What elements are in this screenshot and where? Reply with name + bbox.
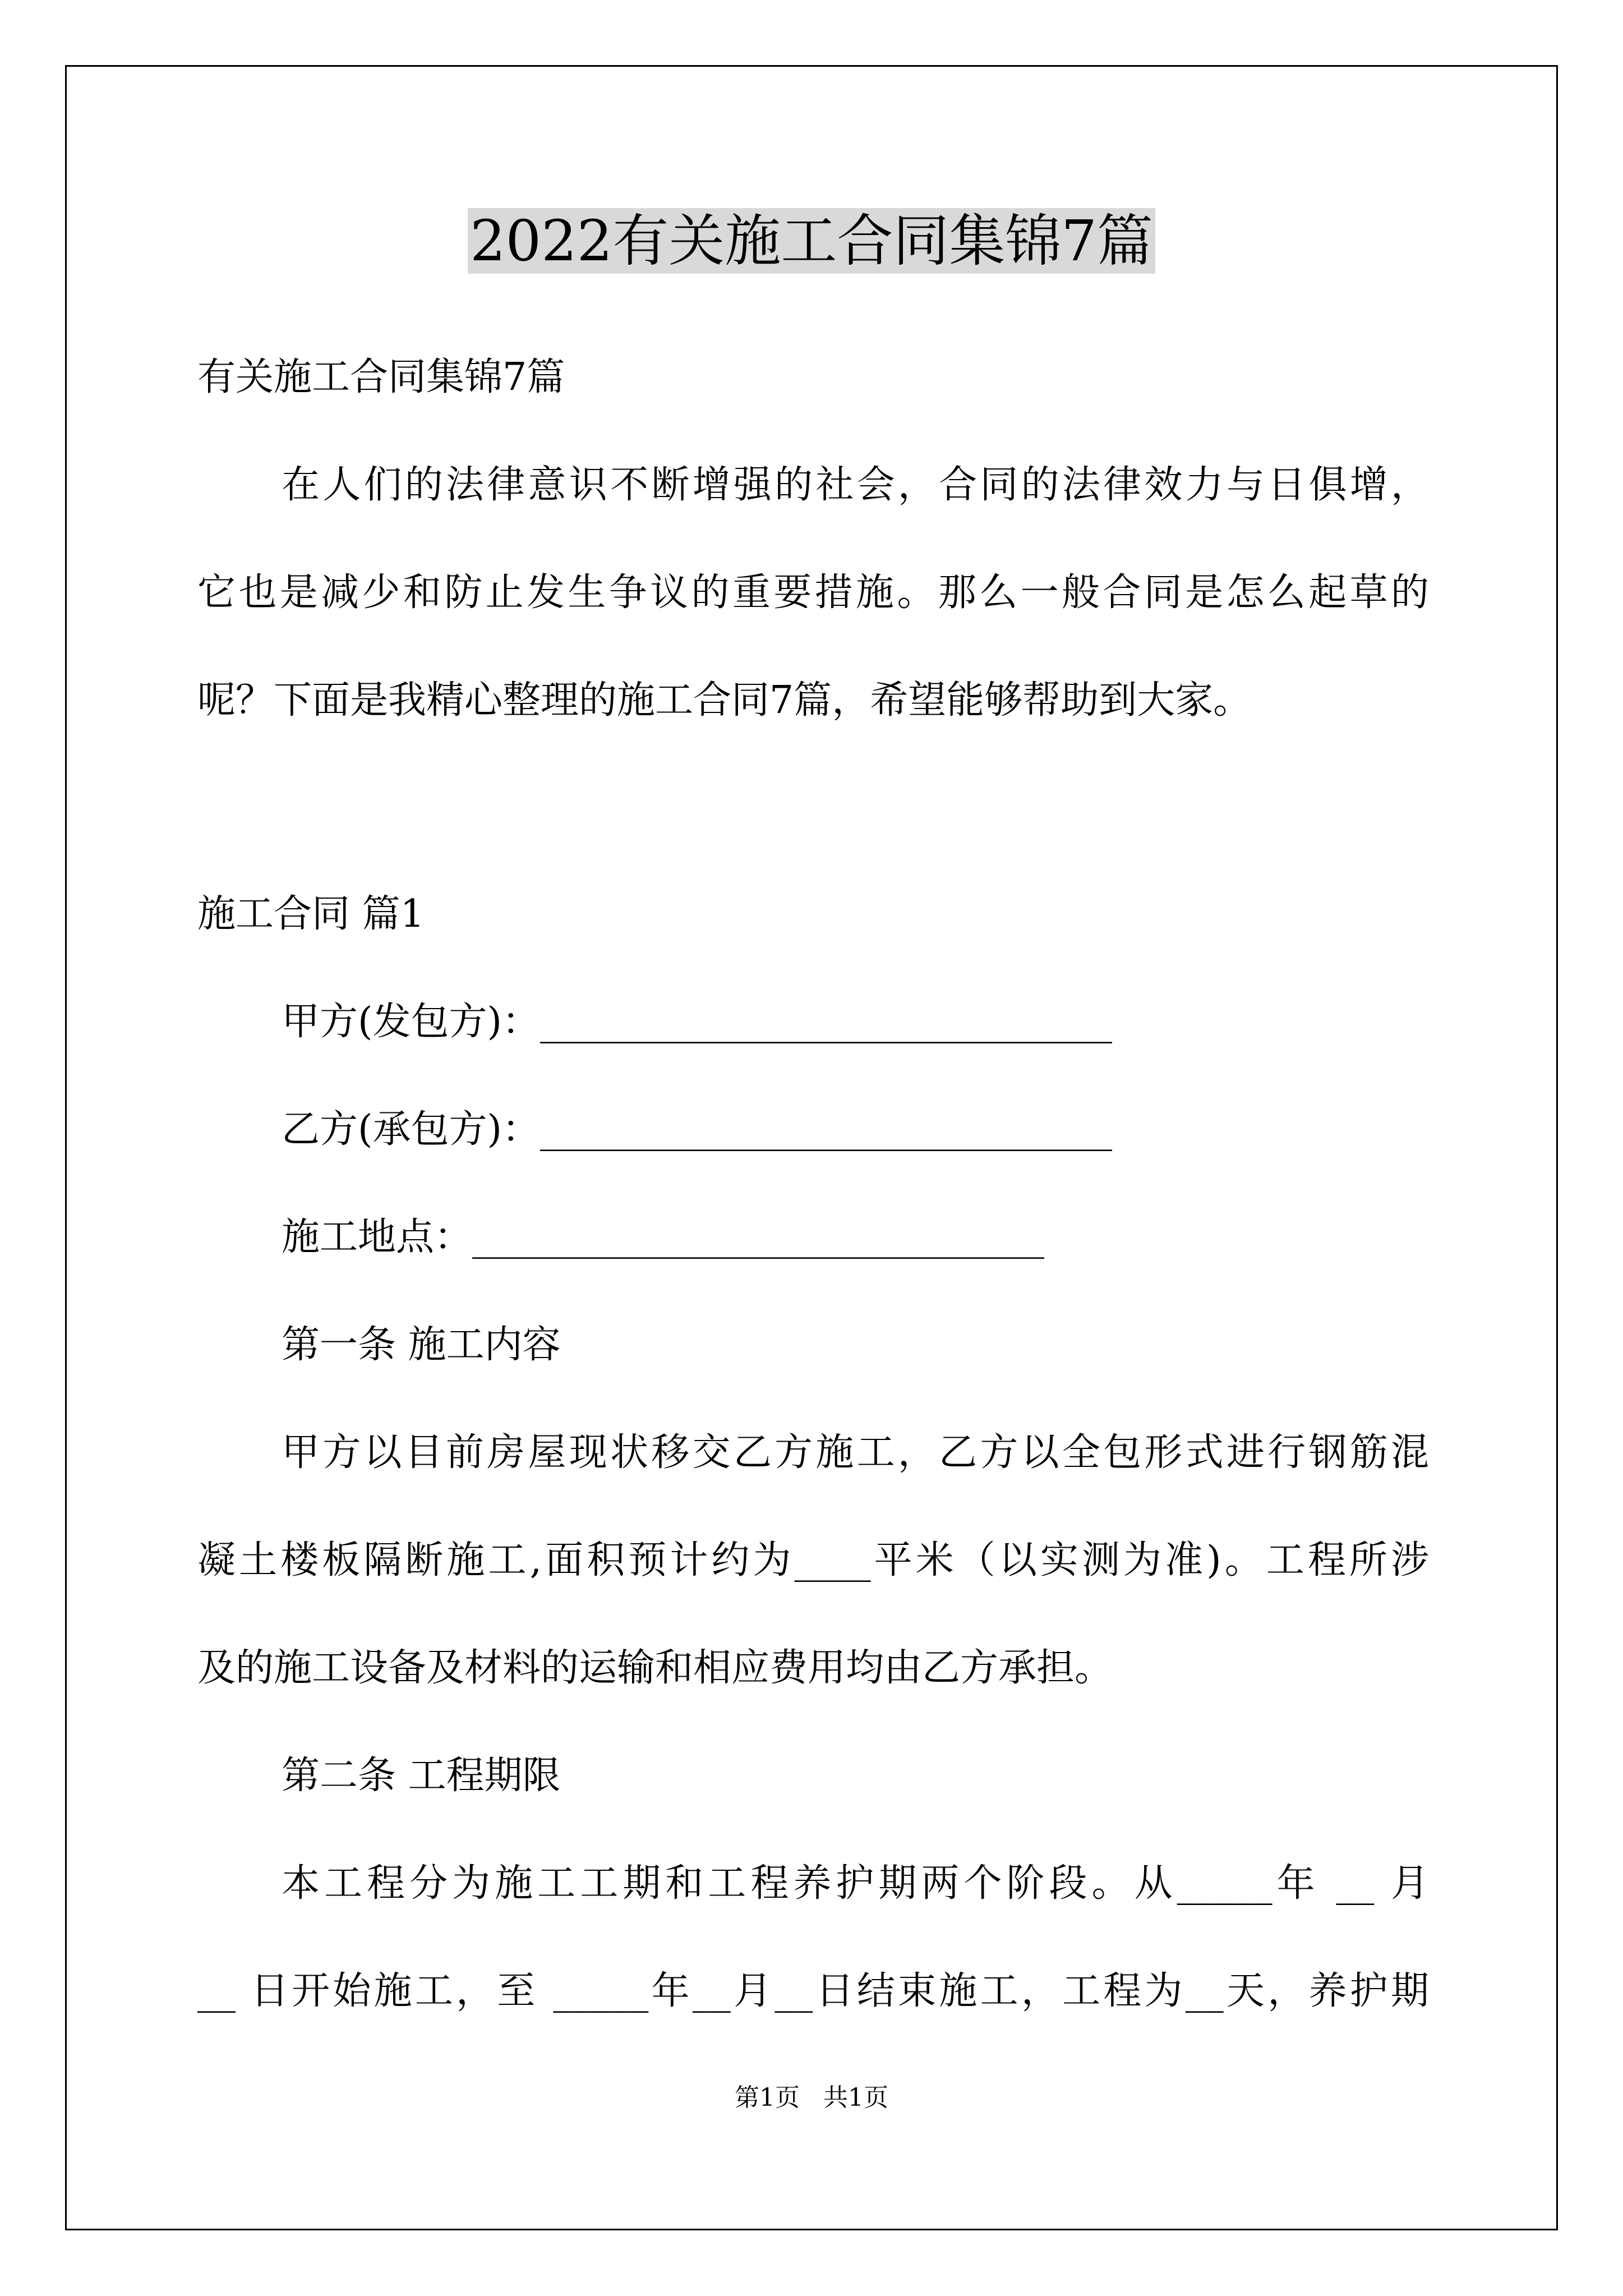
site-location-line: 施工地点：______________________________ <box>282 1215 1045 1259</box>
paragraph-line: __ 日开始施工，至 _____年__月__日结束施工，工程为__天，养护期 <box>197 1969 1429 2013</box>
party-a-line: 甲方(发包方)：______________________________ <box>282 1000 1113 1044</box>
paragraph-line: 凝土楼板隔断施工,面积预计约为____平米（以实测为准)。工程所涉 <box>197 1538 1429 1582</box>
article-heading: 第二条 工程期限 <box>282 1754 561 1798</box>
document-title-text: 2022有关施工合同集锦7篇 <box>468 208 1155 274</box>
paragraph-line: 在人们的法律意识不断增强的社会，合同的法律效力与日俱增， <box>282 463 1429 507</box>
paragraph-line: 它也是减少和防止发生争议的重要措施。那么一般合同是怎么起草的 <box>197 570 1429 615</box>
article-heading: 第一条 施工内容 <box>282 1323 561 1367</box>
paragraph-line: 本工程分为施工工期和工程养护期两个阶段。从_____年 __ 月 <box>282 1861 1429 1906</box>
document-title <box>0 202 1623 280</box>
paragraph-line: 及的施工设备及材料的运输和相应费用均由乙方承担。 <box>197 1646 1113 1690</box>
paragraph-line: 甲方以目前房屋现状移交乙方施工，乙方以全包形式进行钢筋混 <box>282 1430 1429 1475</box>
subtitle-line: 有关施工合同集锦7篇 <box>197 355 565 399</box>
page-footer: 第1页 共1页 <box>735 2083 888 2112</box>
section-heading: 施工合同 篇1 <box>197 892 425 936</box>
paragraph-line: 呢？下面是我精心整理的施工合同7篇，希望能够帮助到大家。 <box>197 678 1252 723</box>
party-b-line: 乙方(承包方)：______________________________ <box>282 1107 1113 1152</box>
